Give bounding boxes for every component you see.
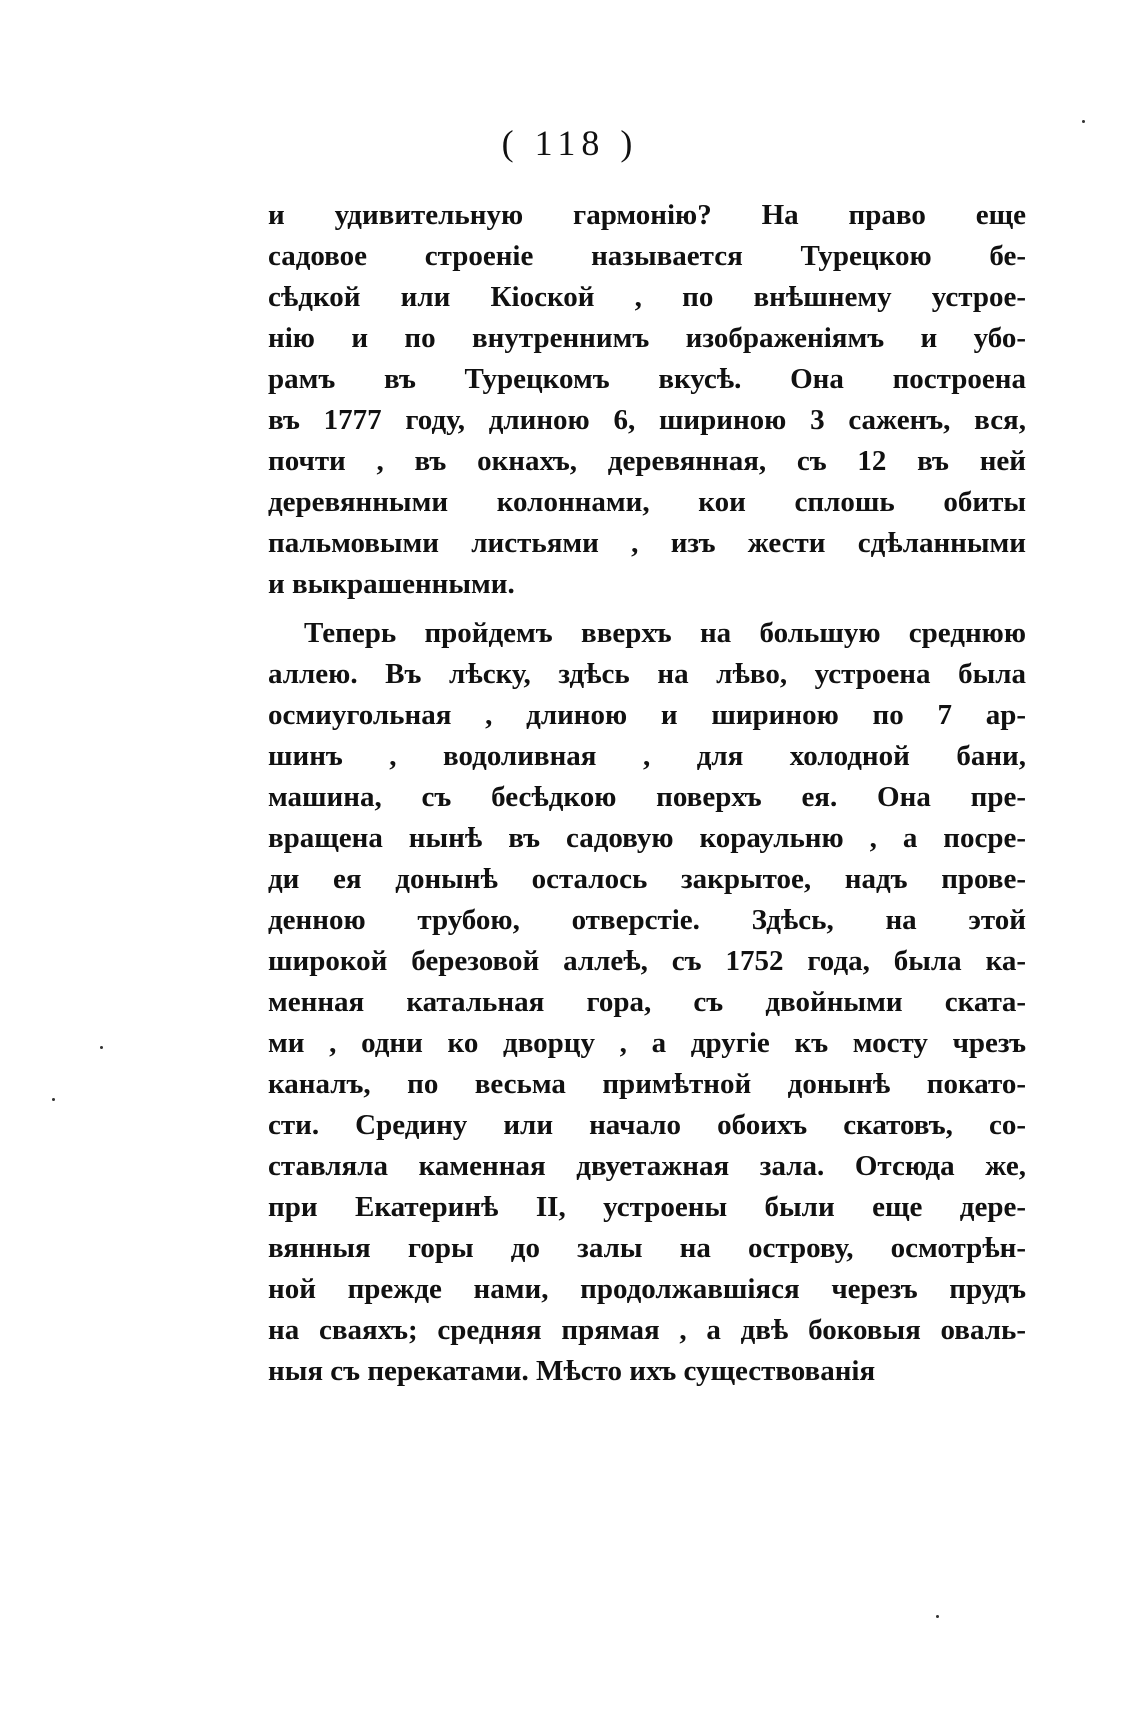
text-line: сти. Средину или начало обоихъ скатовъ, со- xyxy=(268,1109,1026,1141)
text-line: каналъ, по весьма примѣтной донынѣ покато- xyxy=(268,1068,1026,1100)
text-line: ныя съ перекатами. Мѣсто ихъ существованія xyxy=(268,1355,876,1387)
text-line: нію и по внутреннимъ изображеніямъ и убо- xyxy=(268,322,1026,354)
paragraph-2 xyxy=(268,613,1026,1392)
text-line: и выкрашенными. xyxy=(268,568,515,600)
text-line: денною трубою, отверстіе. Здѣсь, на этой xyxy=(268,904,1026,936)
text-line: рамъ въ Турецкомъ вкусѣ. Она построена xyxy=(268,363,1026,395)
text-line: машина, съ бесѣдкою поверхъ ея. Она пре- xyxy=(268,781,1026,813)
text-line: вращена нынѣ въ садовую кораульню , а посре- xyxy=(268,822,1026,854)
text-line: садовое строеніе называется Турецкою бе- xyxy=(268,240,1026,272)
text-line: почти , въ окнахъ, деревянная, съ 12 въ ней xyxy=(268,445,1026,477)
text-line: ставляла каменная двуетажная зала. Отсюда же, xyxy=(268,1150,1026,1182)
paragraph-1 xyxy=(268,195,1026,605)
text-line: менная катальная гора, съ двойными скатa- xyxy=(268,986,1026,1018)
scan-speck xyxy=(936,1615,939,1618)
text-line: пальмовыми листьями , изъ жести сдѣланными xyxy=(268,527,1026,559)
text-line: Теперь пройдемъ вверхъ на большую среднюю xyxy=(304,617,1026,649)
text-line: ной прежде нами, продолжавшіяся черезъ прудъ xyxy=(268,1273,1026,1305)
scan-speck xyxy=(100,1046,103,1049)
text-line: шинъ , водоливная , для холодной бани, xyxy=(268,740,1026,772)
text-line: ми , одни ко дворцу , а другіе къ мосту чрезъ xyxy=(268,1027,1026,1059)
text-line: вянныя горы до залы на острову, осмотрѣн- xyxy=(268,1232,1026,1264)
text-line: и удивительную гармонію? На право еще xyxy=(268,199,1026,231)
page-number: ( 118 ) xyxy=(501,123,639,163)
text-line: широкой березовой аллеѣ, съ 1752 года, была ка- xyxy=(268,945,1026,977)
text-line: аллею. Въ лѣску, здѣсь на лѣво, устроена была xyxy=(268,658,1026,690)
text-line: въ 1777 году, длиною 6, шириною 3 саженъ, вся, xyxy=(268,404,1026,436)
scan-speck xyxy=(52,1098,55,1101)
scan-speck xyxy=(1082,120,1085,123)
text-line: на сваяхъ; средняя прямая , а двѣ боковыя оваль- xyxy=(268,1314,1026,1346)
text-line: при Екатеринѣ II, устроены были еще дере- xyxy=(268,1191,1026,1223)
text-line: сѣдкой или Кіоской , по внѣшнему устрое- xyxy=(268,281,1026,313)
body-text xyxy=(268,195,1026,1392)
text-line: осмиугольная , длиною и шириною по 7 ар- xyxy=(268,699,1026,731)
text-line: деревянными колоннами, кои сплошь обиты xyxy=(268,486,1026,518)
text-line: ди ея донынѣ осталось закрытое, надъ прове- xyxy=(268,863,1026,895)
